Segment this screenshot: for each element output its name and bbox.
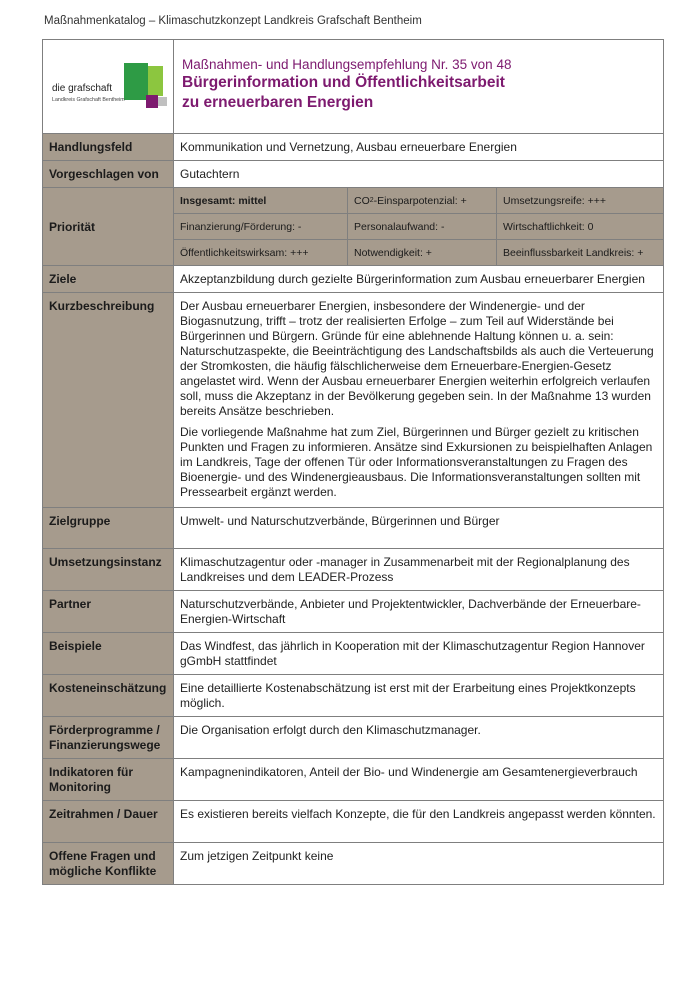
logo-cell <box>43 40 174 134</box>
prioritaet-grid <box>174 188 663 265</box>
label-foerder: Förderprogramme / Finanzierungswege <box>43 717 174 759</box>
prio-overall: Insgesamt: mittel <box>174 188 348 214</box>
value-umsetzungsinstanz: Klimaschutzagentur oder -manager in Zusammenarbeit mit der Regionalplanung des Landkreises und dem LEADER-Prozess <box>174 549 664 591</box>
value-kosten: Eine detaillierte Kostenabschätzung ist erst mit der Erarbeitung eines Projektkonzepts möglich. <box>174 675 664 717</box>
logo-square-darkgreen <box>124 63 148 100</box>
measure-table <box>42 39 664 885</box>
label-beispiele: Beispiele <box>43 633 174 675</box>
row-zeitrahmen <box>43 801 664 843</box>
row-prioritaet <box>43 188 664 266</box>
row-vorgeschlagen <box>43 161 664 188</box>
row-umsetzungsinstanz <box>43 549 664 591</box>
label-zeitrahmen: Zeitrahmen / Dauer <box>43 801 174 843</box>
prioritaet-grid-cell <box>174 188 664 266</box>
prio-personalaufwand: Personalaufwand: - <box>348 214 497 240</box>
running-header: Maßnahmenkatalog – Klimaschutzkonzept Landkreis Grafschaft Bentheim <box>44 15 422 27</box>
label-indikatoren: Indikatoren für Monitoring <box>43 759 174 801</box>
logo <box>52 60 170 112</box>
row-foerder <box>43 717 664 759</box>
prio-beeinflussbarkeit: Beeinflussbarkeit Landkreis: + <box>497 240 663 265</box>
title-cell <box>174 40 664 134</box>
label-kosten: Kosteneinschätzung <box>43 675 174 717</box>
logo-square-lightgreen <box>148 66 163 96</box>
label-umsetzungsinstanz: Umsetzungsinstanz <box>43 549 174 591</box>
row-kosten <box>43 675 664 717</box>
measure-title-line2: zu erneuerbaren Energien <box>182 93 374 111</box>
prio-co2-suffix: -Einsparpotenzial: + <box>373 194 467 207</box>
prio-co2 <box>348 188 497 214</box>
title-row <box>43 40 664 134</box>
value-ziele: Akzeptanzbildung durch gezielte Bürgerinformation zum Ausbau erneuerbarer Energien <box>174 266 664 293</box>
prio-oeffentlichkeit: Öffentlichkeitswirksam: +++ <box>174 240 348 265</box>
value-vorgeschlagen: Gutachtern <box>174 161 664 188</box>
kurzbeschreibung-paragraph-1: Der Ausbau erneuerbarer Energien, insbesondere der Windenergie- und der Biogasnutzung, trifft – trotz der realisierten Erfolge – zum Teil auf Widerstände bei Bürgerinnen und Bürgern. Gründe für eine ablehnende Haltung können u. a. sein: Naturschutzaspekte, die Beeinträchtigung des Landschaftsbilds als auch die Verteuerung der Stromkosten, die häufig fälschlicherweise dem Erneuerbare-Energien-Gesetz angelastet wird. Wenn der Ausbau erneuerbarer Energien weiterhin erfolgreich verlaufen soll, muss die Akzeptanz in der Bevölkerung gegeben sein. In der Maßnahme 13 wurden bereits Ansätze beschrieben. <box>180 299 654 418</box>
measure-title-line1: Bürgerinformation und Öffentlichkeitsarbeit <box>182 74 505 92</box>
prio-notwendigkeit: Notwendigkeit: + <box>348 240 497 265</box>
value-zielgruppe: Umwelt- und Naturschutzverbände, Bürgerinnen und Bürger <box>174 508 664 549</box>
row-ziele <box>43 266 664 293</box>
row-kurzbeschreibung <box>43 293 664 508</box>
prio-finanzierung: Finanzierung/Förderung: - <box>174 214 348 240</box>
label-zielgruppe: Zielgruppe <box>43 508 174 549</box>
row-indikatoren <box>43 759 664 801</box>
row-offene-fragen <box>43 843 664 885</box>
row-beispiele <box>43 633 664 675</box>
label-ziele: Ziele <box>43 266 174 293</box>
row-zielgruppe <box>43 508 664 549</box>
row-partner <box>43 591 664 633</box>
row-handlungsfeld <box>43 134 664 161</box>
measure-number: Maßnahmen- und Handlungsempfehlung Nr. 35 von 48 <box>182 57 512 72</box>
value-foerder: Die Organisation erfolgt durch den Klimaschutzmanager. <box>174 717 664 759</box>
value-partner: Naturschutzverbände, Anbieter und Projektentwickler, Dachverbände der Erneuerbare-Energien-Wirtschaft <box>174 591 664 633</box>
label-vorgeschlagen: Vorgeschlagen von <box>43 161 174 188</box>
value-kurzbeschreibung <box>174 293 664 508</box>
prio-co2-prefix: CO <box>354 194 370 207</box>
value-handlungsfeld: Kommunikation und Vernetzung, Ausbau erneuerbare Energien <box>174 134 664 161</box>
value-offene-fragen: Zum jetzigen Zeitpunkt keine <box>174 843 664 885</box>
label-offene-fragen: Offene Fragen und mögliche Konflikte <box>43 843 174 885</box>
label-prioritaet: Priorität <box>43 188 174 266</box>
logo-subtitle: Landkreis Grafschaft Bentheim <box>52 97 125 103</box>
value-zeitrahmen: Es existieren bereits vielfach Konzepte, die für den Landkreis angepasst werden könnten. <box>174 801 664 843</box>
value-indikatoren: Kampagnenindikatoren, Anteil der Bio- und Windenergie am Gesamtenergieverbrauch <box>174 759 664 801</box>
prio-wirtschaftlichkeit: Wirtschaftlichkeit: 0 <box>497 214 663 240</box>
logo-name: die grafschaft <box>52 83 113 94</box>
label-kurzbeschreibung: Kurzbeschreibung <box>43 293 174 508</box>
label-handlungsfeld: Handlungsfeld <box>43 134 174 161</box>
kurzbeschreibung-paragraph-2: Die vorliegende Maßnahme hat zum Ziel, Bürgerinnen und Bürger gezielt zu kritischen Punkten und Fragen zu informieren. Ansätze sind Exkursionen zu beispielhaften Anlagen im Landkreis, Tage der offenen Tür oder Informationsveranstaltungen zu Fragen des Bioenergie- und des Windenergieausbaus. Die Informationsveranstaltungen sollten mit Pressearbeit ergänzt werden. <box>180 425 653 499</box>
prio-umsetzungsreife: Umsetzungsreife: +++ <box>497 188 663 214</box>
value-beispiele: Das Windfest, das jährlich in Kooperation mit der Klimaschutzagentur Region Hannover gGmbH stattfindet <box>174 633 664 675</box>
label-partner: Partner <box>43 591 174 633</box>
logo-square-purple <box>146 95 158 108</box>
logo-square-grey <box>158 97 167 106</box>
prio-co2-sub: 2 <box>369 197 374 204</box>
